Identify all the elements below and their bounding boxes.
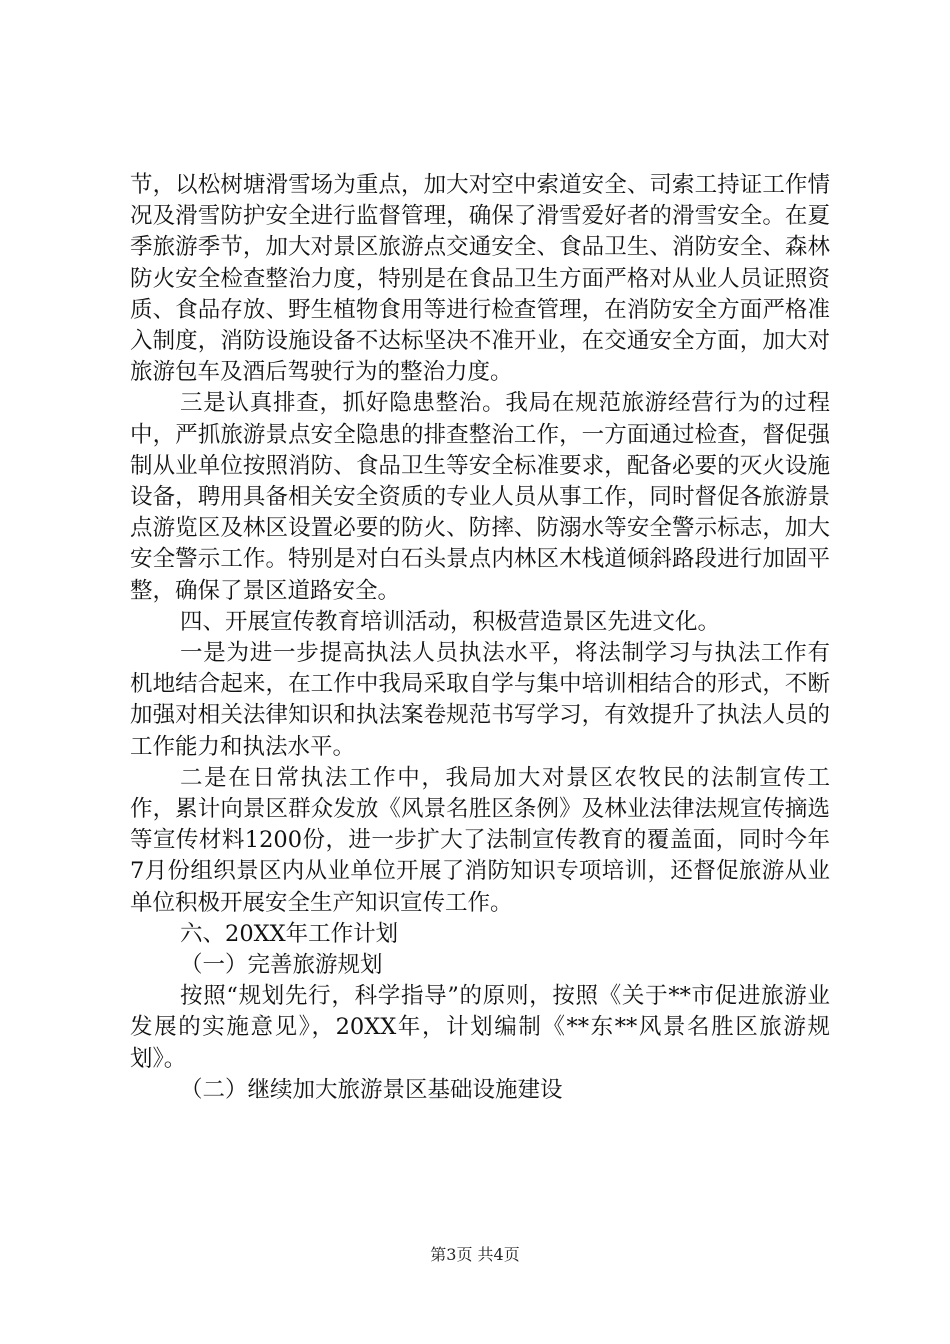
paragraph-law-publicity: 二是在日常执法工作中，我局加大对景区农牧民的法制宣传工作，累计向景区群众发放《风景名胜区条例》及林业法律法规宣传摘选等宣传材料1200份，进一步扩大了法制宣传教育的覆盖面，同时今年7月份组织景区内从业单位开展了消防知识专项培训，还督促旅游从业单位积极开展安全生产知识宣传工作。	[130, 764, 830, 916]
paragraph-hazard-inspection: 三是认真排查，抓好隐患整治。我局在规范旅游经营行为的过程中，严抓旅游景点安全隐患的排查整治工作，一方面通过检查，督促强制从业单位按照消防、食品卫生等安全标准要求，配备必要的灭火设施设备，聘用具备相关安全资质的专业人员从事工作，同时督促各旅游景点游览区及林区设置必要的防火、防摔、防溺水等安全警示标志，加大安全警示工作。特别是对白石头景点内林区木栈道倾斜路段进行加固平整，确保了景区道路安全。	[130, 390, 830, 604]
section-heading-publicity: 四、开展宣传教育培训活动，积极营造景区先进文化。	[180, 608, 721, 635]
subheading-infrastructure: （二）继续加大旅游景区基础设施建设	[180, 1076, 563, 1103]
document-body	[130, 170, 830, 1106]
paragraph-continuation: 节，以松树塘滑雪场为重点，加大对空中索道安全、司索工持证工作情况及滑雪防护安全进行监督管理，确保了滑雪爱好者的滑雪安全。在夏季旅游季节，加大对景区旅游点交通安全、食品卫生、消防安全、森林防火安全检查整治力度，特别是在食品卫生方面严格对从业人员证照资质、食品存放、野生植物食用等进行检查管理，在消防安全方面严格准入制度，消防设施设备不达标坚决不准开业，在交通安全方面，加大对旅游包车及酒后驾驶行为的整治力度。	[130, 172, 830, 386]
paragraph-tourism-planning: 按照“规划先行，科学指导”的原则，按照《关于**市促进旅游业发展的实施意见》，20XX年，计划编制《**东**风景名胜区旅游规划》。	[130, 983, 830, 1072]
paragraph-law-training: 一是为进一步提高执法人员执法水平，将法制学习与执法工作有机地结合起来，在工作中我局采取自学与集中培训相结合的形式，不断加强对相关法律知识和执法案卷规范书写学习，有效提升了执法人员的工作能力和执法水平。	[130, 640, 830, 760]
page-number-footer: 第3页 共4页	[430, 1245, 520, 1264]
subheading-tourism-planning: （一）完善旅游规划	[180, 952, 383, 979]
section-heading-work-plan: 六、20XX年工作计划	[180, 920, 399, 947]
